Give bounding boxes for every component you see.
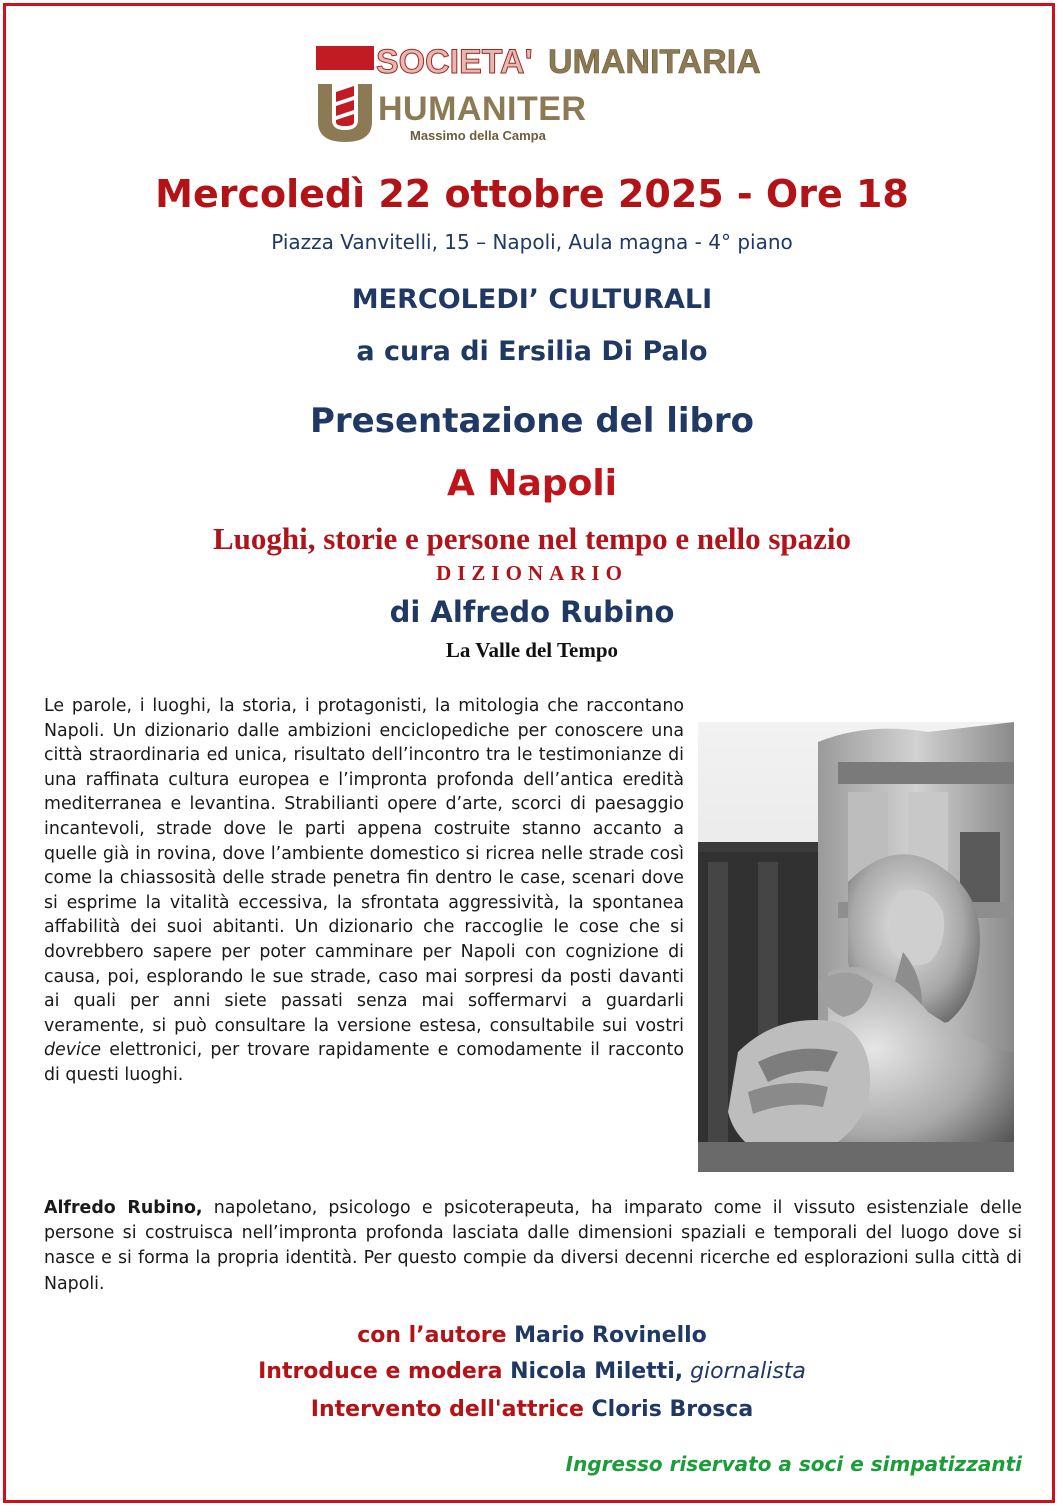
book-title: A Napoli xyxy=(447,463,617,504)
credit-name: Mario Rovinello xyxy=(514,1323,707,1348)
credit-name: Nicola Miletti, xyxy=(510,1359,684,1384)
humaniter-logo-icon xyxy=(316,82,374,144)
credit-moderator xyxy=(0,1356,1064,1388)
description-part2: elettronici, per trovare rapidamente e comodamente il racconto di questi luoghi. xyxy=(44,1040,684,1085)
book-description xyxy=(44,694,684,1088)
book-subtitle: Luoghi, storie e persone nel tempo e nello spazio xyxy=(212,521,852,556)
logo-umanitaria-text: UMANITARIA xyxy=(548,43,761,81)
bio-text: napoletano, psicologo e psicoterapeuta, ha imparato come il vissuto esistenziale delle persone si costruisca nell’impronta profonda lasciata dalle dimensioni spaziali e temporali del luogo dove si nasce e si forma la propria identità. Per questo compie da diversi decenni ricerche ed esplorazioni sulla città di Napoli. xyxy=(44,1198,1022,1294)
logo-societa-text: SOCIETA' xyxy=(376,43,533,81)
logo-red-bar xyxy=(316,46,374,70)
lion-statue-photo xyxy=(698,722,1014,1172)
event-place: Piazza Vanvitelli, 15 – Napoli, Aula magna - 4° piano xyxy=(271,230,793,254)
logo-humaniter-text: HUMANITER xyxy=(378,90,587,128)
credit-role: con l’autore xyxy=(357,1323,515,1348)
credit-role: Introduce e modera xyxy=(258,1359,511,1384)
credit-author xyxy=(0,1320,1064,1352)
book-author: di Alfredo Rubino xyxy=(389,595,675,629)
event-series: MERCOLEDI’ CULTURALI xyxy=(351,284,713,315)
credit-role: Intervento dell'attrice xyxy=(310,1397,592,1422)
entry-note: Ingresso riservato a soci e simpatizzanti xyxy=(565,1452,1022,1476)
event-date: Mercoledì 22 ottobre 2025 - Ore 18 xyxy=(155,172,909,216)
book-publisher: La Valle del Tempo xyxy=(445,638,619,662)
credit-actress xyxy=(0,1394,1064,1426)
logo-subtitle: Massimo della Campa xyxy=(410,128,546,143)
description-device: device xyxy=(44,1040,102,1061)
book-genre: DIZIONARIO xyxy=(436,561,628,585)
credit-note: giornalista xyxy=(683,1359,806,1384)
credit-name: Cloris Brosca xyxy=(591,1397,754,1422)
event-curator: a cura di Ersilia Di Palo xyxy=(356,336,708,367)
description-part1: Le parole, i luoghi, la storia, i protagonisti, la mitologia che raccontano Napoli. Un dizionario dalle ambizioni enciclopediche per conoscere una città straordinaria ed unica, risultato dell’incontro tra le testimonianze di una raffinata cultura europea e l’impronta profonda dell’antica eredità mediterranea e levantina. Strabilianti opere d’arte, scorci di paesaggio incantevoli, strade dove le parti appena costruite stanno accanto a quelle già in rovina, dove l’ambiente domestico si ricrea nelle strade così come la chiassosità delle strade penetra fin dentro le case, scenari dove si esprime la vitalità eccessiva, la sfrontata aggressività, la spontanea affabilità dei suoi abitanti. Un dizionario che raccoglie le cose che si dovrebbero sapere per poter camminare per Napoli con cognizione di causa, poi, esplorando le sue strade, caso mai sorpresi da posti davanti ai quali per anni siete passati senza mai soffermarvi a guardarli veramente, si può consultare la versione estesa, consultabile sui vostri xyxy=(44,696,684,1036)
author-bio xyxy=(44,1196,1022,1297)
bio-name: Alfredo Rubino, xyxy=(44,1198,203,1218)
event-intro: Presentazione del libro xyxy=(309,401,754,441)
